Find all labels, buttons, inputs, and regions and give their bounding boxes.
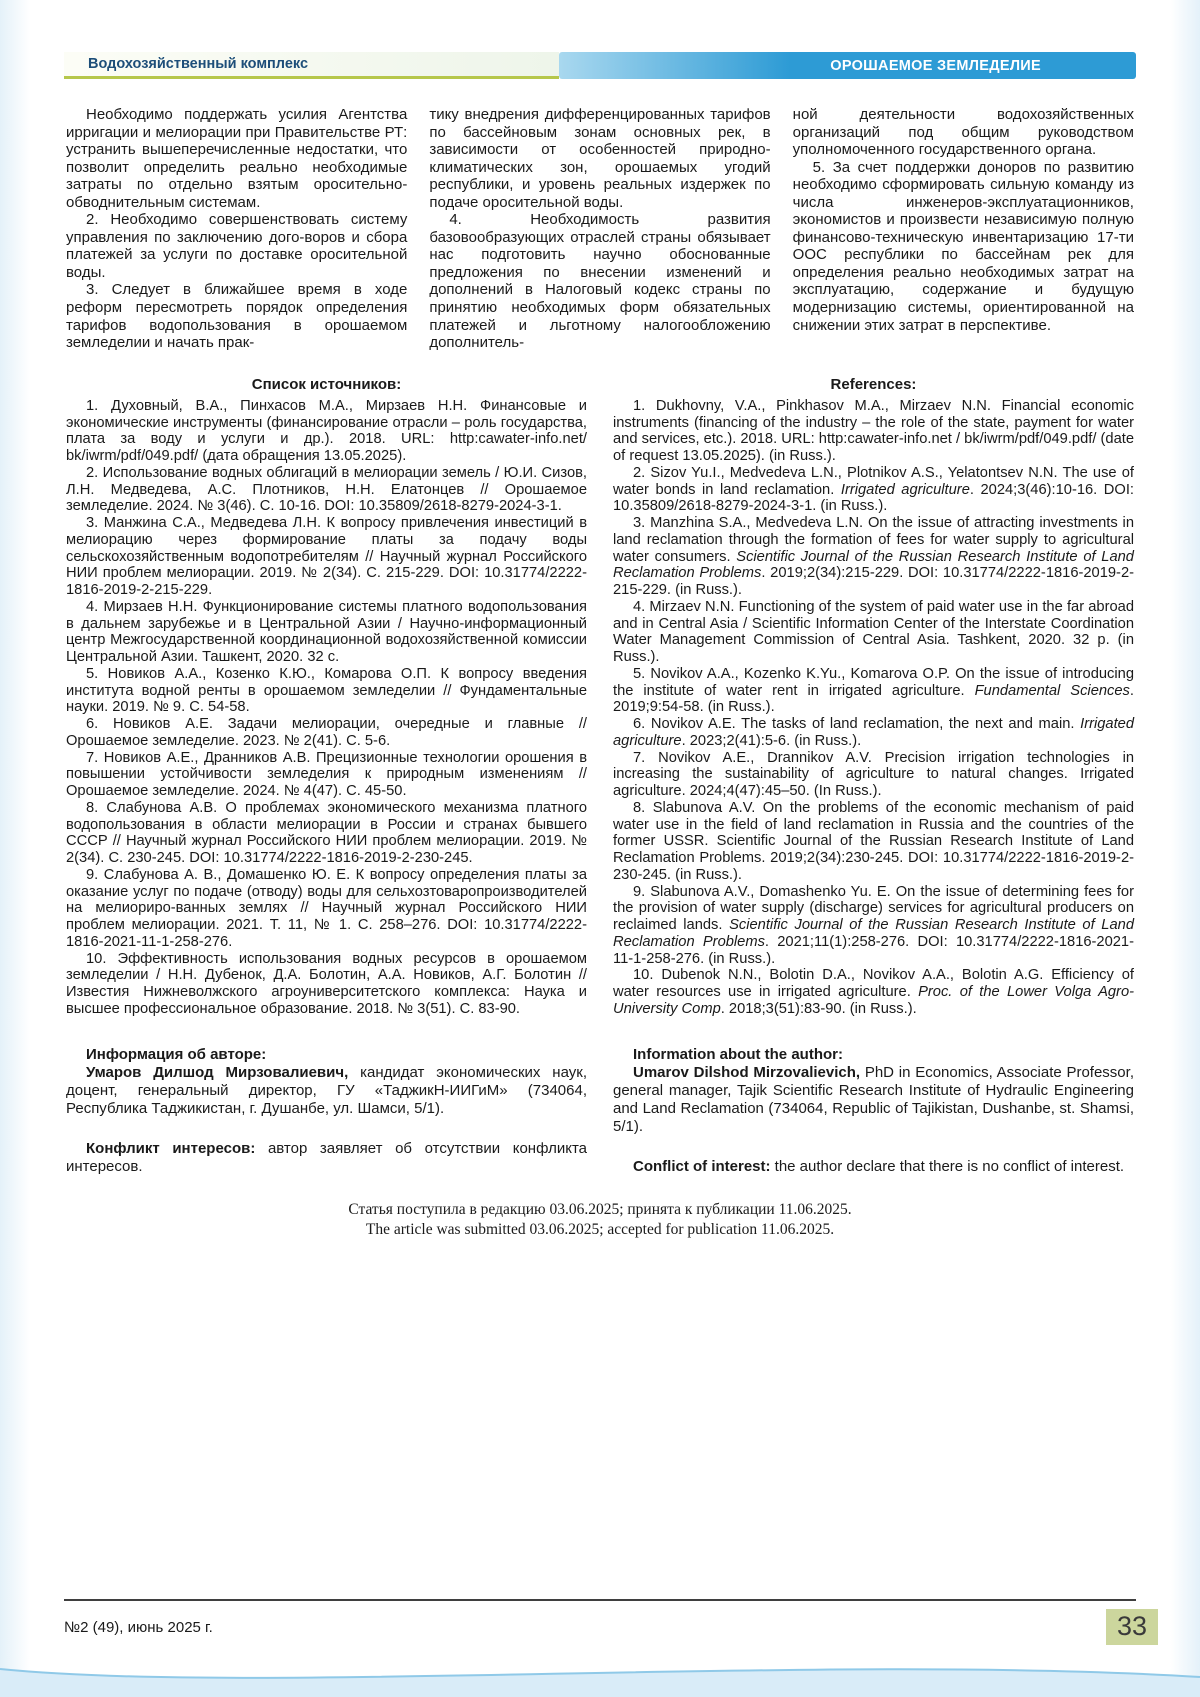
reference-item: 4. Mirzaev N.N. Functioning of the system of paid water use in the far abroad and in Central Asia / Scientific Information Center of the Interstate Coordination Water Management Commission of Central Asia. Tashkent, 2020. 32 p. (in Russ.). xyxy=(613,598,1134,665)
sources-heading: Список источников: xyxy=(251,375,402,393)
reference-item: 7. Novikov A.E., Drannikov A.V. Precision irrigation technologies in increasing the sustainability of agriculture to natural changes. Irrigated agriculture. 2024;4(47):45–50. (In Russ.). xyxy=(613,749,1134,799)
body-paragraph: Необходимо поддержать усилия Агентства ирригации и мелиорации при Правительстве РТ: устранить вышеперечисленные недостатки, что позволит определить реально необходимые затраты по отдельно взятым оросительно-обводнительным системам. xyxy=(66,106,408,211)
conflict-lead-en: Conflict of interest: xyxy=(633,1157,771,1175)
conflict-statement-ru xyxy=(66,1140,587,1176)
body-paragraph: 2. Необходимо совершенствовать систему управления по заключению дого-воров и сбора платежей за услуги по доставке оросительной воды. xyxy=(66,211,408,281)
author-info-heading-en: Information about the author: xyxy=(633,1045,843,1063)
issue-label: №2 (49), июнь 2025 г. xyxy=(64,1618,213,1636)
reference-item: 1. Dukhovny, V.A., Pinkhasov M.A., Mirzaev N.N. Financial economic instruments (financing of the industry – the role of the state, payment for water and services, etc.). 2018. URL: http:cawater-info.net / bk/iwrm/pdf/049.pdf/ (date of request 13.05.2025). (in Russ.). xyxy=(613,397,1134,464)
page-number: 33 xyxy=(1106,1609,1158,1645)
author-details-ru: кандидат экономических наук, доцент, генеральный директор, ГУ «ТаджикН-ИИГиМ» (734064, Республика Таджикистан, г. Душанбе, ул. Шамси, 5/1). xyxy=(66,1063,587,1117)
body-paragraph: 4. Необходимость развития базовообразующих отраслей страны обязывает нас подготовить научно обоснованные предложения по внесении изменений и дополнений в Налоговый кодекс страны по принятию необходимых форм обязательных платежей и льготному налогообложению дополнитель- xyxy=(429,211,771,352)
author-name-ru: Умаров Дилшод Мирзовалиевич, xyxy=(86,1063,349,1081)
reference-item: 3. Manzhina S.A., Medvedeva L.N. On the issue of attracting investments in land reclamation through the formation of fees for water supply to agricultural water consumers. Scientific Journal of the Russian Research Institute of Land Reclamation Problems. 2019;2(34):215-229. DOI: 10.31774/2222-1816-2019-2-215-229. (in Russ.). xyxy=(613,515,1135,598)
source-item: 2. Использование водных облигаций в мелиорации земель / Ю.И. Сизов, Л.Н. Медведева, А.С. Плотников, Н.Н. Елатонцев // Орошаемое земледелие. 2024. № 3(46). С. 10-16. DOI: 10.35809/2618-8279-2024-3-1. xyxy=(66,464,587,515)
body-paragraph: тику внедрения дифференцированных тарифов по бассейновым зонам основных рек, в зависимости от особенностей природно-климатических зон, орошаемых угодий республики, и уровень реальных издержек по подаче оросительной воды. xyxy=(429,106,771,211)
author-info-text-en xyxy=(613,1064,1134,1136)
author-info-section xyxy=(66,1046,1134,1176)
submitted-line-en: The article was submitted 03.06.2025; accepted for publication 11.06.2025. xyxy=(365,1220,835,1238)
rubric-banner xyxy=(64,52,559,79)
references-list xyxy=(613,398,1134,1018)
bibliography-section xyxy=(66,376,1134,1018)
text-column xyxy=(793,106,1134,352)
conflict-statement-en xyxy=(613,1158,1134,1176)
body-paragraph: 5. За счет поддержки доноров по развитию необходимо сформировать сильную команду из числа инженеров-эксплуатационников, экономистов и произвести независимую полную финансово-техническую инвентаризацию 17-ти ООС республики по бассейнам рек для определения реально необходимых затрат на эксплуатацию, содержание и будущую модернизацию системы, ориентированной на снижении этих затрат в перспективе. xyxy=(792,158,1134,334)
section-label: ОРОШАЕМОЕ ЗЕМЛЕДЕЛИЕ xyxy=(830,57,1041,74)
reference-item: 6. Novikov A.E. The tasks of land reclamation, the next and main. Irrigated agriculture. 2023;2(41):5-6. (in Russ.). xyxy=(613,716,1134,749)
references-column xyxy=(613,376,1134,1018)
source-item: 6. Новиков А.Е. Задачи мелиорации, очередные и главные // Орошаемое земледелие. 2023. № 2(41). С. 5-6. xyxy=(66,716,587,749)
source-item: 3. Манжина С.А., Медведева Л.Н. К вопросу привлечения инвестиций в мелиорацию через формирование платы за подачу воды сельскохозяйственным водопотребителям // Научный журнал Российского НИИ проблем мелиорации. 2019. № 2(34). С. 215-229. DOI: 10.31774/2222-1816-2019-2-215-229. xyxy=(66,515,587,598)
author-info-ru xyxy=(66,1046,587,1176)
author-details-en: PhD in Economics, Associate Professor, general manager, Tajik Scientific Research Institute of Hydraulic Engineering and Land Reclamation (734064, Republic of Tajikistan, Dushanbe, st. Shamsi, 5/1). xyxy=(613,1063,1134,1135)
references-heading: References: xyxy=(830,375,917,393)
text-column xyxy=(66,106,407,352)
source-item: 1. Духовный, В.А., Пинхасов М.А., Мирзаев Н.Н. Финансовые и экономические инструменты (финансирование отрасли – роль государства, плата за воду и услуги и др.). 2018. URL: http:cawater-info.net/ bk/iwrm/pdf/049.pdf/ (дата обращения 13.05.2025). xyxy=(66,397,587,464)
source-item: 7. Новиков А.Е., Дранников А.В. Прецизионные технологии орошения в повышении устойчивости земледелия к природным изменениям // Орошаемое земледелие. 2024. № 4(47). С. 45-50. xyxy=(66,749,587,799)
body-paragraph: ной деятельности водохозяйственных организаций под общим руководством уполномоченного государственного органа. xyxy=(792,106,1134,159)
author-info-heading-ru: Информация об авторе: xyxy=(86,1045,267,1063)
submitted-line-ru: Статья поступила в редакцию 03.06.2025; принята к публикации 11.06.2025. xyxy=(348,1200,852,1218)
author-name-en: Umarov Dilshod Mirzovalievich, xyxy=(633,1063,861,1081)
running-header xyxy=(64,52,1136,79)
body-paragraph: 3. Следует в ближайшее время в ходе реформ пересмотреть порядок определения тарифов водопользования в орошаемом земледелии и начать прак- xyxy=(66,281,408,352)
reference-item: 2. Sizov Yu.I., Medvedeva L.N., Plotnikov A.S., Yelatontsev N.N. The use of water bonds in land reclamation. Irrigated agriculture. 2024;3(46):10-16. DOI: 10.35809/2618-8279-2024-3-1. (in Russ.). xyxy=(613,464,1134,515)
reference-item: 9. Slabunova A.V., Domashenko Yu. E. On the issue of determining fees for the provision of water supply (discharge) services for agricultural producers on reclaimed lands. Scientific Journal of the Russian Research Institute of Land Reclamation Problems. 2021;11(1):258-276. DOI: 10.31774/2222-1816-2021-11-1-258-276. (in Russ.). xyxy=(613,883,1134,967)
sources-list xyxy=(66,398,587,1018)
source-item: 5. Новиков А.А., Козенко К.Ю., Комарова О.П. К вопросу введения института водной ренты в орошаемом земледелии // Фундаментальные науки. 2019. № 9. С. 54-58. xyxy=(66,665,587,716)
conflict-text-ru: автор заявляет об отсутствии конфликта интересов. xyxy=(66,1139,588,1175)
author-info-text-ru xyxy=(66,1064,587,1118)
submission-dates xyxy=(66,1200,1134,1240)
page-content xyxy=(66,106,1134,1240)
section-banner xyxy=(559,52,1136,79)
page-footer xyxy=(64,1599,1147,1645)
source-item: 8. Слабунова А.В. О проблемах экономического механизма платного водопользования в области мелиорации в России и странах бывшего СССР // Научный журнал Российского НИИ проблем мелиорации. 2019. № 2(34). С. 230-245. DOI: 10.31774/2222-1816-2019-2-230-245. xyxy=(66,799,587,866)
conflict-lead-ru: Конфликт интересов: xyxy=(86,1139,256,1157)
source-item: 9. Слабунова А. В., Домашенко Ю. Е. К вопросу определения платы за оказание услуг по подаче (отводу) воды для сельхозтоваропроизводителей на мелиориро-ванных землях // Научный журнал Российского НИИ проблем мелиорации. 2021. Т. 11, № 1. С. 258–276. DOI: 10.31774/2222-1816-2021-11-1-258-276. xyxy=(66,866,587,950)
reference-item: 5. Novikov A.A., Kozenko K.Yu., Komarova O.P. On the issue of introducing the institute of water rent in irrigated agriculture. Fundamental Sciences. 2019;9:54-58. (in Russ.). xyxy=(613,665,1134,716)
source-item: 4. Мирзаев Н.Н. Функционирование системы платного водопользования в дальнем зарубежье и в Центральной Азии / Научно-информационный центр Межгосударственной координационной водохозяйственной комиссии Центральной Азии. Ташкент, 2020. 32 с. xyxy=(66,598,587,665)
sources-column xyxy=(66,376,587,1018)
decorative-swoosh xyxy=(0,1651,1200,1697)
conflict-text-en: the author declare that there is no conflict of interest. xyxy=(770,1157,1125,1175)
author-info-en xyxy=(613,1046,1134,1176)
text-column xyxy=(429,106,770,352)
source-item: 10. Эффективность использования водных ресурсов в орошаемом земледелии / Н.Н. Дубенок, Д.А. Болотин, А.А. Новиков, А.Г. Болотин // Известия Нижневолжского агроуниверситетского комплекса: Наука и высшее профессиональное образование. 2018. № 3(51). С. 83-90. xyxy=(66,950,587,1017)
body-columns xyxy=(66,106,1134,352)
reference-item: 10. Dubenok N.N., Bolotin D.A., Novikov A.A., Bolotin A.G. Efficiency of water resources use in irrigated agriculture. Proc. of the Lower Volga Agro-University Comp. 2018;3(51):83-90. (in Russ.). xyxy=(613,967,1135,1017)
rubric-label: Водохозяйственный комплекс xyxy=(88,56,309,72)
reference-item: 8. Slabunova A.V. On the problems of the economic mechanism of paid water use in the field of land reclamation in Russia and the countries of the former USSR. Scientific Journal of the Russian Research Institute of Land Reclamation Problems. 2019;2(34):230-245. DOI: 10.31774/2222-1816-2019-2-230-245. (in Russ.). xyxy=(613,799,1134,883)
